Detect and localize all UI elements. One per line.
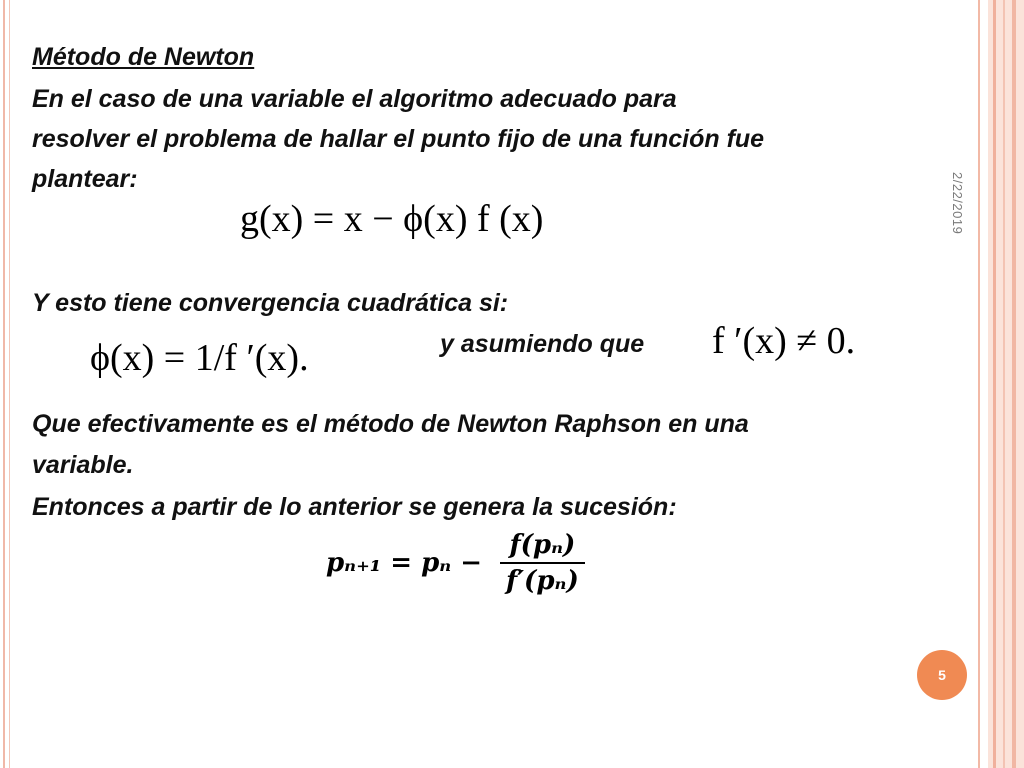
sequence-lhs: 𝒑ₙ₊₁ = 𝒑ₙ − xyxy=(326,548,483,578)
right-border-line xyxy=(1012,0,1016,768)
sequence-fraction xyxy=(500,530,585,596)
body-text-line-8: Entonces a partir de lo anterior se genera la sucesión: xyxy=(32,493,677,521)
left-border-line xyxy=(3,0,5,768)
right-border-line xyxy=(978,0,980,768)
body-text-line-2: resolver el problema de hallar el punto fijo de una función fue xyxy=(32,125,765,153)
body-text-line-6: Que efectivamente es el método de Newton Raphson en una xyxy=(32,410,749,438)
sequence-denominator: 𝒇′(𝒑ₙ) xyxy=(506,566,579,596)
sequence-numerator: 𝒇(𝒑ₙ) xyxy=(509,530,576,560)
equation-phi: ϕ(x) = 1/f ′(x). xyxy=(90,337,309,379)
body-text-line-1: En el caso de una variable el algoritmo adecuado para xyxy=(32,85,677,113)
equation-g: g(x) = x − ϕ(x) f (x) xyxy=(240,198,544,240)
right-border-line xyxy=(993,0,996,768)
right-border-line xyxy=(1003,0,1005,768)
slide-date: 2/22/2019 xyxy=(950,172,965,235)
body-text-line-4: Y esto tiene convergencia cuadrática si: xyxy=(32,289,509,317)
left-border-line-thin xyxy=(9,0,10,768)
body-text-line-7: variable. xyxy=(32,451,134,479)
equation-fprime-nonzero: f ′(x) ≠ 0. xyxy=(712,320,856,362)
slide-title: Método de Newton xyxy=(32,43,255,71)
page-number-badge: 5 xyxy=(917,650,967,700)
body-text-line-3: plantear: xyxy=(32,165,138,193)
newton-sequence-equation xyxy=(326,530,585,596)
body-text-line-5: y asumiendo que xyxy=(440,330,645,358)
